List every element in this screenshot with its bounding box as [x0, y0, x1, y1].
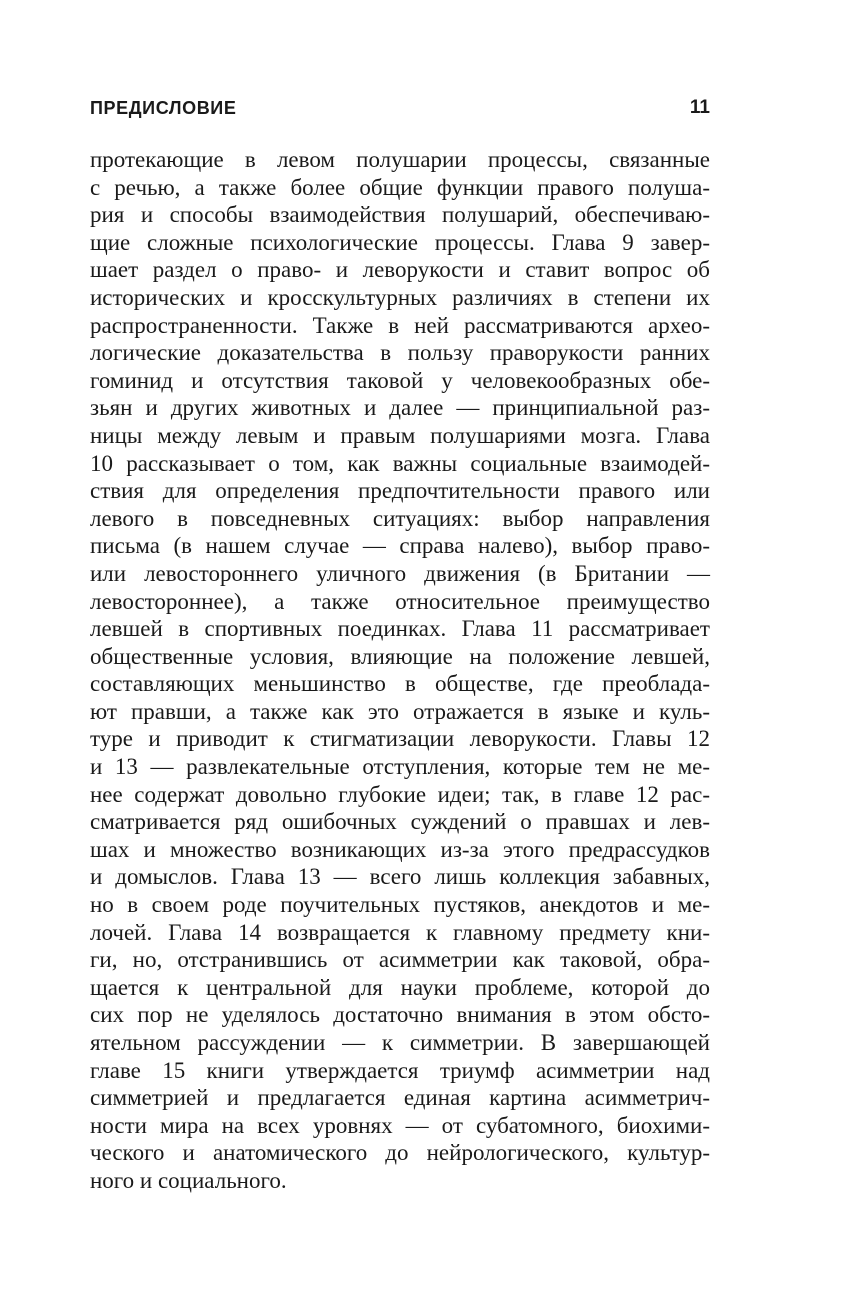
text-line: составляющих меньшинство в обществе, где преоблада- — [90, 671, 710, 697]
text-line: и 13 — развлекательные отступления, которые тем не ме- — [90, 754, 710, 780]
text-line: щается к центральной для науки проблеме, которой до — [90, 974, 710, 1000]
text-line: протекающие в левом полушарии процессы, связанные — [90, 147, 710, 172]
text-line: или левостороннего уличного движения (в Британии — — [90, 560, 710, 586]
text-line: нее содержат довольно глубокие идеи; так, в главе 12 рас- — [90, 781, 710, 807]
text-line: зьян и других животных и далее — принципиальной раз- — [90, 395, 710, 421]
text-line: общественные условия, влияющие на положение левшей, — [90, 643, 710, 669]
text-line: исторических и кросскультурных различиях в степени их — [90, 284, 710, 310]
text-line: туре и приводит к стигматизации леворукости. Главы 12 — [90, 726, 710, 752]
text-line: ческого и анатомического до нейрологического, культур- — [90, 1140, 710, 1166]
body-paragraph — [90, 146, 710, 1195]
page-number: 11 — [689, 97, 710, 118]
text-line: и домыслов. Глава 13 — всего лишь коллекция забавных, — [90, 864, 710, 890]
text-line: ют правши, а также как это отражается в языке и куль- — [90, 698, 710, 724]
text-line: с речью, а также более общие функции правого полуша- — [90, 174, 710, 200]
text-line: распространенности. Также в ней рассматриваются архео- — [90, 312, 710, 338]
text-line: письма (в нашем случае — справа налево), выбор право- — [90, 533, 710, 559]
running-header-title: ПРЕДИСЛОВИЕ — [90, 98, 237, 118]
text-line: ницы между левым и правым полушариями мозга. Глава — [90, 422, 710, 448]
text-line: левостороннее), а также относительное преимущество — [90, 588, 710, 614]
text-line-last: ного и социального. — [90, 1167, 287, 1193]
text-line: 10 рассказывает о том, как важны социальные взаимодей- — [90, 450, 710, 476]
text-line: гоминид и отсутствия таковой у человекообразных обе- — [90, 367, 710, 393]
text-line: шах и множество возникающих из-за этого предрассудков — [90, 836, 710, 862]
text-line: шает раздел о право- и леворукости и ставит вопрос об — [90, 257, 710, 283]
text-line: рия и способы взаимодействия полушарий, обеспечиваю- — [90, 202, 710, 228]
text-line: сматривается ряд ошибочных суждений о правшах и лев- — [90, 809, 710, 835]
text-line: логические доказательства в пользу праворукости ранних — [90, 340, 710, 366]
text-line: ги, но, отстранившись от асимметрии как таковой, обра- — [90, 947, 710, 973]
text-line: но в своем роде поучительных пустяков, анекдотов и ме- — [90, 892, 710, 918]
text-line: левого в повседневных ситуациях: выбор направления — [90, 505, 710, 531]
text-line: главе 15 книги утверждается триумф асимметрии над — [90, 1057, 710, 1083]
text-line: ятельном рассуждении — к симметрии. В завершающей — [90, 1030, 710, 1055]
text-line: сих пор не уделялось достаточно внимания в этом обсто- — [90, 1002, 710, 1028]
text-line: лочей. Глава 14 возвращается к главному предмету кни- — [90, 919, 710, 945]
text-line: левшей в спортивных поединках. Глава 11 рассматривает — [90, 616, 710, 642]
text-line: ствия для определения предпочтительности правого или — [90, 478, 710, 504]
text-line: щие сложные психологические процессы. Глава 9 завер- — [90, 229, 710, 255]
text-line: симметрией и предлагается единая картина асимметрич- — [90, 1085, 710, 1111]
text-line: ности мира на всех уровнях — от субатомного, биохими- — [90, 1112, 710, 1138]
